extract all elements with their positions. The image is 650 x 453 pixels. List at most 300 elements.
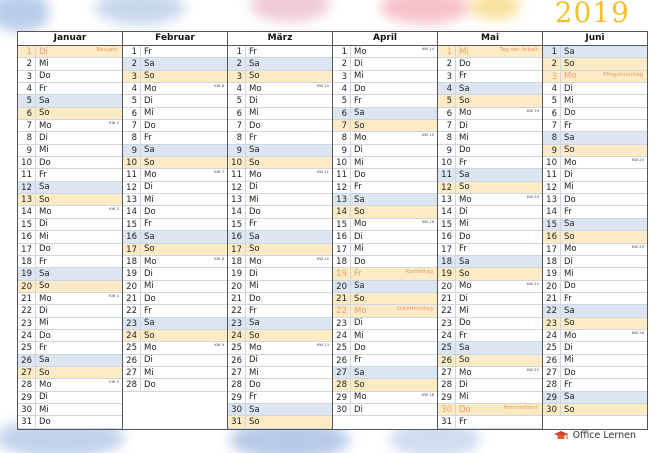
- day-row[interactable]: [123, 194, 227, 206]
- day-row[interactable]: [438, 244, 542, 256]
- day-row[interactable]: [543, 206, 647, 218]
- day-row[interactable]: [333, 293, 437, 305]
- day-number: 27: [438, 367, 456, 378]
- day-row[interactable]: [543, 392, 647, 404]
- month-header: Januar: [18, 32, 122, 46]
- weekday: Mo: [144, 342, 157, 353]
- day-row[interactable]: [123, 108, 227, 120]
- day-row[interactable]: [333, 95, 437, 107]
- day-row[interactable]: [18, 219, 122, 231]
- day-number: 13: [228, 194, 246, 205]
- day-row[interactable]: [18, 404, 122, 416]
- day-row[interactable]: [228, 219, 332, 231]
- day-row[interactable]: [438, 330, 542, 342]
- day-row[interactable]: [228, 318, 332, 330]
- day-row[interactable]: [228, 120, 332, 132]
- day-row[interactable]: [333, 379, 437, 391]
- day-row[interactable]: [333, 281, 437, 293]
- weekday: Mi: [144, 194, 154, 205]
- day-row[interactable]: [228, 71, 332, 83]
- day-row[interactable]: [123, 318, 227, 330]
- day-row[interactable]: [228, 392, 332, 404]
- day-number: 11: [333, 169, 351, 180]
- weekday: Fr: [249, 46, 257, 57]
- day-row[interactable]: [18, 416, 122, 428]
- weekday: So: [354, 293, 365, 304]
- day-row[interactable]: [438, 132, 542, 144]
- day-row[interactable]: [438, 367, 542, 379]
- weekday: Sa: [249, 59, 260, 70]
- day-row[interactable]: [228, 256, 332, 268]
- day-number: 3: [333, 71, 351, 82]
- day-row[interactable]: [18, 194, 122, 206]
- day-number: 27: [543, 367, 561, 378]
- day-number: 26: [228, 355, 246, 366]
- day-row[interactable]: [123, 46, 227, 58]
- calendar-week-label: KW 14: [421, 46, 434, 51]
- day-number: 7: [228, 120, 246, 131]
- day-number: 21: [438, 293, 456, 304]
- day-number: 24: [543, 330, 561, 341]
- day-row[interactable]: [543, 157, 647, 169]
- day-row[interactable]: [543, 46, 647, 58]
- day-row[interactable]: [438, 404, 542, 416]
- day-row[interactable]: [333, 268, 437, 280]
- day-row[interactable]: [438, 416, 542, 428]
- day-row[interactable]: [438, 342, 542, 354]
- day-row[interactable]: [123, 268, 227, 280]
- day-row[interactable]: [438, 206, 542, 218]
- weekday: Mo: [564, 157, 577, 168]
- day-row[interactable]: [543, 367, 647, 379]
- day-number: 27: [123, 367, 141, 378]
- day-row[interactable]: [543, 231, 647, 243]
- day-row[interactable]: [333, 194, 437, 206]
- day-row[interactable]: [18, 46, 122, 58]
- day-row[interactable]: [18, 120, 122, 132]
- day-row[interactable]: [543, 219, 647, 231]
- day-number: 18: [123, 256, 141, 267]
- day-row[interactable]: [438, 379, 542, 391]
- day-row[interactable]: [18, 305, 122, 317]
- day-row[interactable]: [333, 145, 437, 157]
- day-row[interactable]: [543, 355, 647, 367]
- weekday: Fr: [144, 133, 152, 144]
- day-row[interactable]: [228, 132, 332, 144]
- day-row[interactable]: [18, 132, 122, 144]
- weekday: Mi: [564, 182, 574, 193]
- month-header: März: [228, 32, 332, 46]
- day-row[interactable]: [438, 355, 542, 367]
- day-row[interactable]: [543, 281, 647, 293]
- day-row[interactable]: [543, 95, 647, 107]
- day-number: 5: [123, 95, 141, 106]
- day-row[interactable]: [438, 46, 542, 58]
- day-row[interactable]: [18, 231, 122, 243]
- day-row[interactable]: [18, 157, 122, 169]
- day-number: 6: [123, 108, 141, 119]
- day-number: 11: [123, 169, 141, 180]
- weekday: Mi: [564, 268, 574, 279]
- day-row[interactable]: [18, 244, 122, 256]
- day-number: 31: [438, 416, 456, 427]
- day-row[interactable]: [123, 145, 227, 157]
- day-number: 22: [333, 305, 351, 316]
- weekday: Di: [39, 392, 48, 403]
- day-row[interactable]: [438, 108, 542, 120]
- weekday: So: [354, 379, 365, 390]
- day-number: 4: [123, 83, 141, 94]
- day-row[interactable]: [123, 58, 227, 70]
- day-row[interactable]: [543, 293, 647, 305]
- day-number: 23: [438, 318, 456, 329]
- day-row[interactable]: [333, 132, 437, 144]
- weekday: Do: [354, 342, 366, 353]
- day-row[interactable]: [438, 194, 542, 206]
- day-row[interactable]: [228, 379, 332, 391]
- day-number: 27: [333, 367, 351, 378]
- day-number: 26: [333, 355, 351, 366]
- day-row[interactable]: [123, 330, 227, 342]
- day-row[interactable]: [123, 244, 227, 256]
- day-row[interactable]: [333, 305, 437, 317]
- day-row[interactable]: [438, 58, 542, 70]
- day-number: 22: [438, 305, 456, 316]
- day-row[interactable]: [18, 58, 122, 70]
- weekday: Mo: [459, 367, 472, 378]
- holiday-label: Himmelfahrt: [503, 404, 538, 411]
- weekday: Mo: [564, 244, 577, 255]
- day-row[interactable]: [438, 305, 542, 317]
- day-row[interactable]: [543, 305, 647, 317]
- day-row[interactable]: [18, 281, 122, 293]
- day-row[interactable]: [333, 330, 437, 342]
- weekday: Fr: [354, 96, 362, 107]
- day-row[interactable]: [123, 120, 227, 132]
- day-row[interactable]: [438, 120, 542, 132]
- day-row[interactable]: [18, 367, 122, 379]
- day-row[interactable]: [438, 293, 542, 305]
- day-row[interactable]: [438, 281, 542, 293]
- day-row[interactable]: [228, 367, 332, 379]
- day-row[interactable]: [438, 231, 542, 243]
- day-number: 29: [18, 392, 36, 403]
- day-row[interactable]: [18, 392, 122, 404]
- day-number: 12: [228, 182, 246, 193]
- day-row[interactable]: [333, 83, 437, 95]
- watercolor-splash: [0, 0, 50, 32]
- weekday: Fr: [249, 219, 257, 230]
- day-number: 21: [543, 293, 561, 304]
- day-number: 2: [543, 58, 561, 69]
- day-row[interactable]: [228, 231, 332, 243]
- weekday: Mo: [39, 379, 52, 390]
- day-row[interactable]: [18, 379, 122, 391]
- day-row[interactable]: [228, 305, 332, 317]
- watercolor-splash: [250, 0, 330, 22]
- day-row[interactable]: [438, 83, 542, 95]
- day-number: 25: [228, 342, 246, 353]
- day-number: 3: [228, 71, 246, 82]
- calendar-week-label: KW 16: [421, 218, 434, 224]
- day-number: 20: [18, 281, 36, 292]
- day-row[interactable]: [228, 145, 332, 157]
- weekday: Sa: [354, 194, 365, 205]
- weekday: Fr: [144, 46, 152, 57]
- day-row[interactable]: [228, 108, 332, 120]
- weekday: Sa: [459, 170, 470, 181]
- day-row[interactable]: [18, 330, 122, 342]
- weekday: Sa: [144, 231, 155, 242]
- day-number: 1: [333, 46, 351, 57]
- day-number: 15: [333, 219, 351, 230]
- day-row[interactable]: [228, 206, 332, 218]
- day-row[interactable]: [543, 108, 647, 120]
- day-number: 10: [228, 157, 246, 168]
- day-row[interactable]: [228, 157, 332, 169]
- day-row[interactable]: [228, 58, 332, 70]
- day-number: 1: [123, 46, 141, 57]
- weekday: So: [564, 231, 575, 242]
- day-row[interactable]: [18, 268, 122, 280]
- weekday: Sa: [564, 219, 575, 230]
- day-number: 1: [18, 46, 36, 57]
- day-number: 20: [123, 281, 141, 292]
- day-row[interactable]: [333, 219, 437, 231]
- weekday: Fr: [354, 182, 362, 193]
- day-row[interactable]: [333, 157, 437, 169]
- weekday: Di: [459, 293, 468, 304]
- day-row[interactable]: [333, 342, 437, 354]
- day-number: 9: [18, 145, 36, 156]
- watercolor-splash: [470, 0, 520, 20]
- weekday: Do: [39, 244, 51, 255]
- day-row[interactable]: [228, 83, 332, 95]
- day-row[interactable]: [333, 206, 437, 218]
- day-row[interactable]: [123, 305, 227, 317]
- weekday: Sa: [144, 145, 155, 156]
- day-row[interactable]: [333, 318, 437, 330]
- day-row[interactable]: [543, 120, 647, 132]
- day-row[interactable]: [438, 157, 542, 169]
- day-number: 17: [123, 244, 141, 255]
- day-row[interactable]: [333, 256, 437, 268]
- weekday: Fr: [564, 207, 572, 218]
- day-number: 23: [123, 318, 141, 329]
- day-number: 21: [123, 293, 141, 304]
- weekday: So: [249, 157, 260, 168]
- day-row[interactable]: [543, 330, 647, 342]
- day-number: 28: [438, 379, 456, 390]
- day-number: 29: [438, 392, 456, 403]
- weekday: So: [354, 120, 365, 131]
- calendar-week-label: KW 2: [109, 120, 119, 126]
- day-row[interactable]: [123, 95, 227, 107]
- weekday: Mi: [459, 46, 469, 57]
- day-row[interactable]: [228, 194, 332, 206]
- day-row[interactable]: [543, 132, 647, 144]
- day-number: 2: [123, 58, 141, 69]
- day-row[interactable]: [438, 268, 542, 280]
- weekday: Mo: [144, 256, 157, 267]
- day-row[interactable]: [18, 95, 122, 107]
- day-row[interactable]: [333, 367, 437, 379]
- day-row[interactable]: [543, 182, 647, 194]
- day-row[interactable]: [543, 71, 647, 83]
- day-row[interactable]: [543, 145, 647, 157]
- month-column-1: [122, 32, 227, 429]
- holiday-label: Karfreitag: [405, 269, 433, 276]
- weekday: Do: [459, 404, 471, 415]
- day-row[interactable]: [18, 355, 122, 367]
- day-row[interactable]: [123, 355, 227, 367]
- day-row[interactable]: [18, 182, 122, 194]
- day-row[interactable]: [543, 194, 647, 206]
- day-row[interactable]: [438, 182, 542, 194]
- day-row[interactable]: [228, 416, 332, 428]
- day-number: 1: [228, 46, 246, 57]
- day-row[interactable]: [228, 182, 332, 194]
- weekday: Sa: [39, 96, 50, 107]
- day-row[interactable]: [123, 71, 227, 83]
- day-row[interactable]: [333, 108, 437, 120]
- day-row[interactable]: [123, 169, 227, 181]
- day-row[interactable]: [123, 219, 227, 231]
- weekday: Di: [354, 318, 363, 329]
- day-row[interactable]: [228, 404, 332, 416]
- day-number: 13: [18, 194, 36, 205]
- weekday: Fr: [39, 170, 47, 181]
- weekday: Mi: [249, 367, 259, 378]
- day-row[interactable]: [18, 108, 122, 120]
- day-row[interactable]: [438, 169, 542, 181]
- day-row[interactable]: [333, 120, 437, 132]
- day-row[interactable]: [18, 206, 122, 218]
- day-row[interactable]: [543, 268, 647, 280]
- day-row[interactable]: [333, 404, 437, 416]
- day-number: 8: [438, 132, 456, 143]
- day-row[interactable]: [438, 219, 542, 231]
- weekday: Do: [39, 71, 51, 82]
- weekday: Fr: [39, 83, 47, 94]
- day-row[interactable]: [543, 379, 647, 391]
- day-row[interactable]: [543, 58, 647, 70]
- day-number: 10: [123, 157, 141, 168]
- weekday: So: [39, 108, 50, 119]
- day-row[interactable]: [438, 318, 542, 330]
- day-row[interactable]: [333, 169, 437, 181]
- day-row[interactable]: [228, 281, 332, 293]
- day-row[interactable]: [18, 318, 122, 330]
- day-row[interactable]: [123, 231, 227, 243]
- weekday: Di: [39, 133, 48, 144]
- weekday: Do: [354, 256, 366, 267]
- day-row[interactable]: [123, 293, 227, 305]
- day-row[interactable]: [228, 268, 332, 280]
- day-row[interactable]: [228, 342, 332, 354]
- day-row[interactable]: [123, 206, 227, 218]
- calendar-grid: [17, 31, 648, 430]
- day-row[interactable]: [123, 83, 227, 95]
- day-number: 3: [543, 71, 561, 82]
- day-number: 27: [18, 367, 36, 378]
- weekday: Mi: [459, 305, 469, 316]
- day-number: 6: [333, 108, 351, 119]
- day-row[interactable]: [438, 392, 542, 404]
- day-row[interactable]: [18, 83, 122, 95]
- day-row[interactable]: [543, 256, 647, 268]
- day-row[interactable]: [123, 367, 227, 379]
- day-row[interactable]: [543, 342, 647, 354]
- day-row[interactable]: [438, 95, 542, 107]
- day-row[interactable]: [333, 355, 437, 367]
- day-row[interactable]: [18, 169, 122, 181]
- day-row[interactable]: [438, 256, 542, 268]
- weekday: Do: [354, 83, 366, 94]
- day-number: 17: [438, 244, 456, 255]
- day-row[interactable]: [333, 244, 437, 256]
- day-row[interactable]: [333, 58, 437, 70]
- day-number: 22: [123, 305, 141, 316]
- day-row[interactable]: [18, 342, 122, 354]
- day-row[interactable]: [333, 392, 437, 404]
- day-row[interactable]: [228, 355, 332, 367]
- day-number: 19: [123, 268, 141, 279]
- day-number: 15: [18, 219, 36, 230]
- day-number: 4: [333, 83, 351, 94]
- day-row[interactable]: [18, 256, 122, 268]
- day-row[interactable]: [333, 231, 437, 243]
- day-row[interactable]: [123, 182, 227, 194]
- day-row[interactable]: [228, 169, 332, 181]
- day-row[interactable]: [228, 95, 332, 107]
- day-row[interactable]: [438, 71, 542, 83]
- day-row[interactable]: [543, 83, 647, 95]
- day-row[interactable]: [333, 71, 437, 83]
- day-row[interactable]: [438, 145, 542, 157]
- day-row[interactable]: [228, 244, 332, 256]
- day-number: 12: [543, 182, 561, 193]
- day-row[interactable]: [123, 379, 227, 391]
- weekday: Sa: [564, 46, 575, 57]
- day-row[interactable]: [228, 46, 332, 58]
- day-row[interactable]: [18, 293, 122, 305]
- day-row[interactable]: [123, 256, 227, 268]
- day-number: 13: [123, 194, 141, 205]
- day-row[interactable]: [228, 293, 332, 305]
- day-row[interactable]: [543, 404, 647, 416]
- day-row[interactable]: [123, 132, 227, 144]
- weekday: Do: [249, 207, 261, 218]
- day-number: 16: [123, 231, 141, 242]
- day-row[interactable]: [543, 169, 647, 181]
- day-row[interactable]: [228, 330, 332, 342]
- day-row[interactable]: [543, 318, 647, 330]
- day-number: 4: [18, 83, 36, 94]
- day-row[interactable]: [123, 281, 227, 293]
- day-number: 24: [438, 330, 456, 341]
- day-row[interactable]: [543, 244, 647, 256]
- weekday: Do: [564, 367, 576, 378]
- day-number: 5: [438, 95, 456, 106]
- day-row[interactable]: [18, 71, 122, 83]
- day-row[interactable]: [123, 342, 227, 354]
- day-row[interactable]: [333, 46, 437, 58]
- day-row[interactable]: [18, 145, 122, 157]
- day-row[interactable]: [333, 182, 437, 194]
- day-row[interactable]: [123, 157, 227, 169]
- day-number: 18: [228, 256, 246, 267]
